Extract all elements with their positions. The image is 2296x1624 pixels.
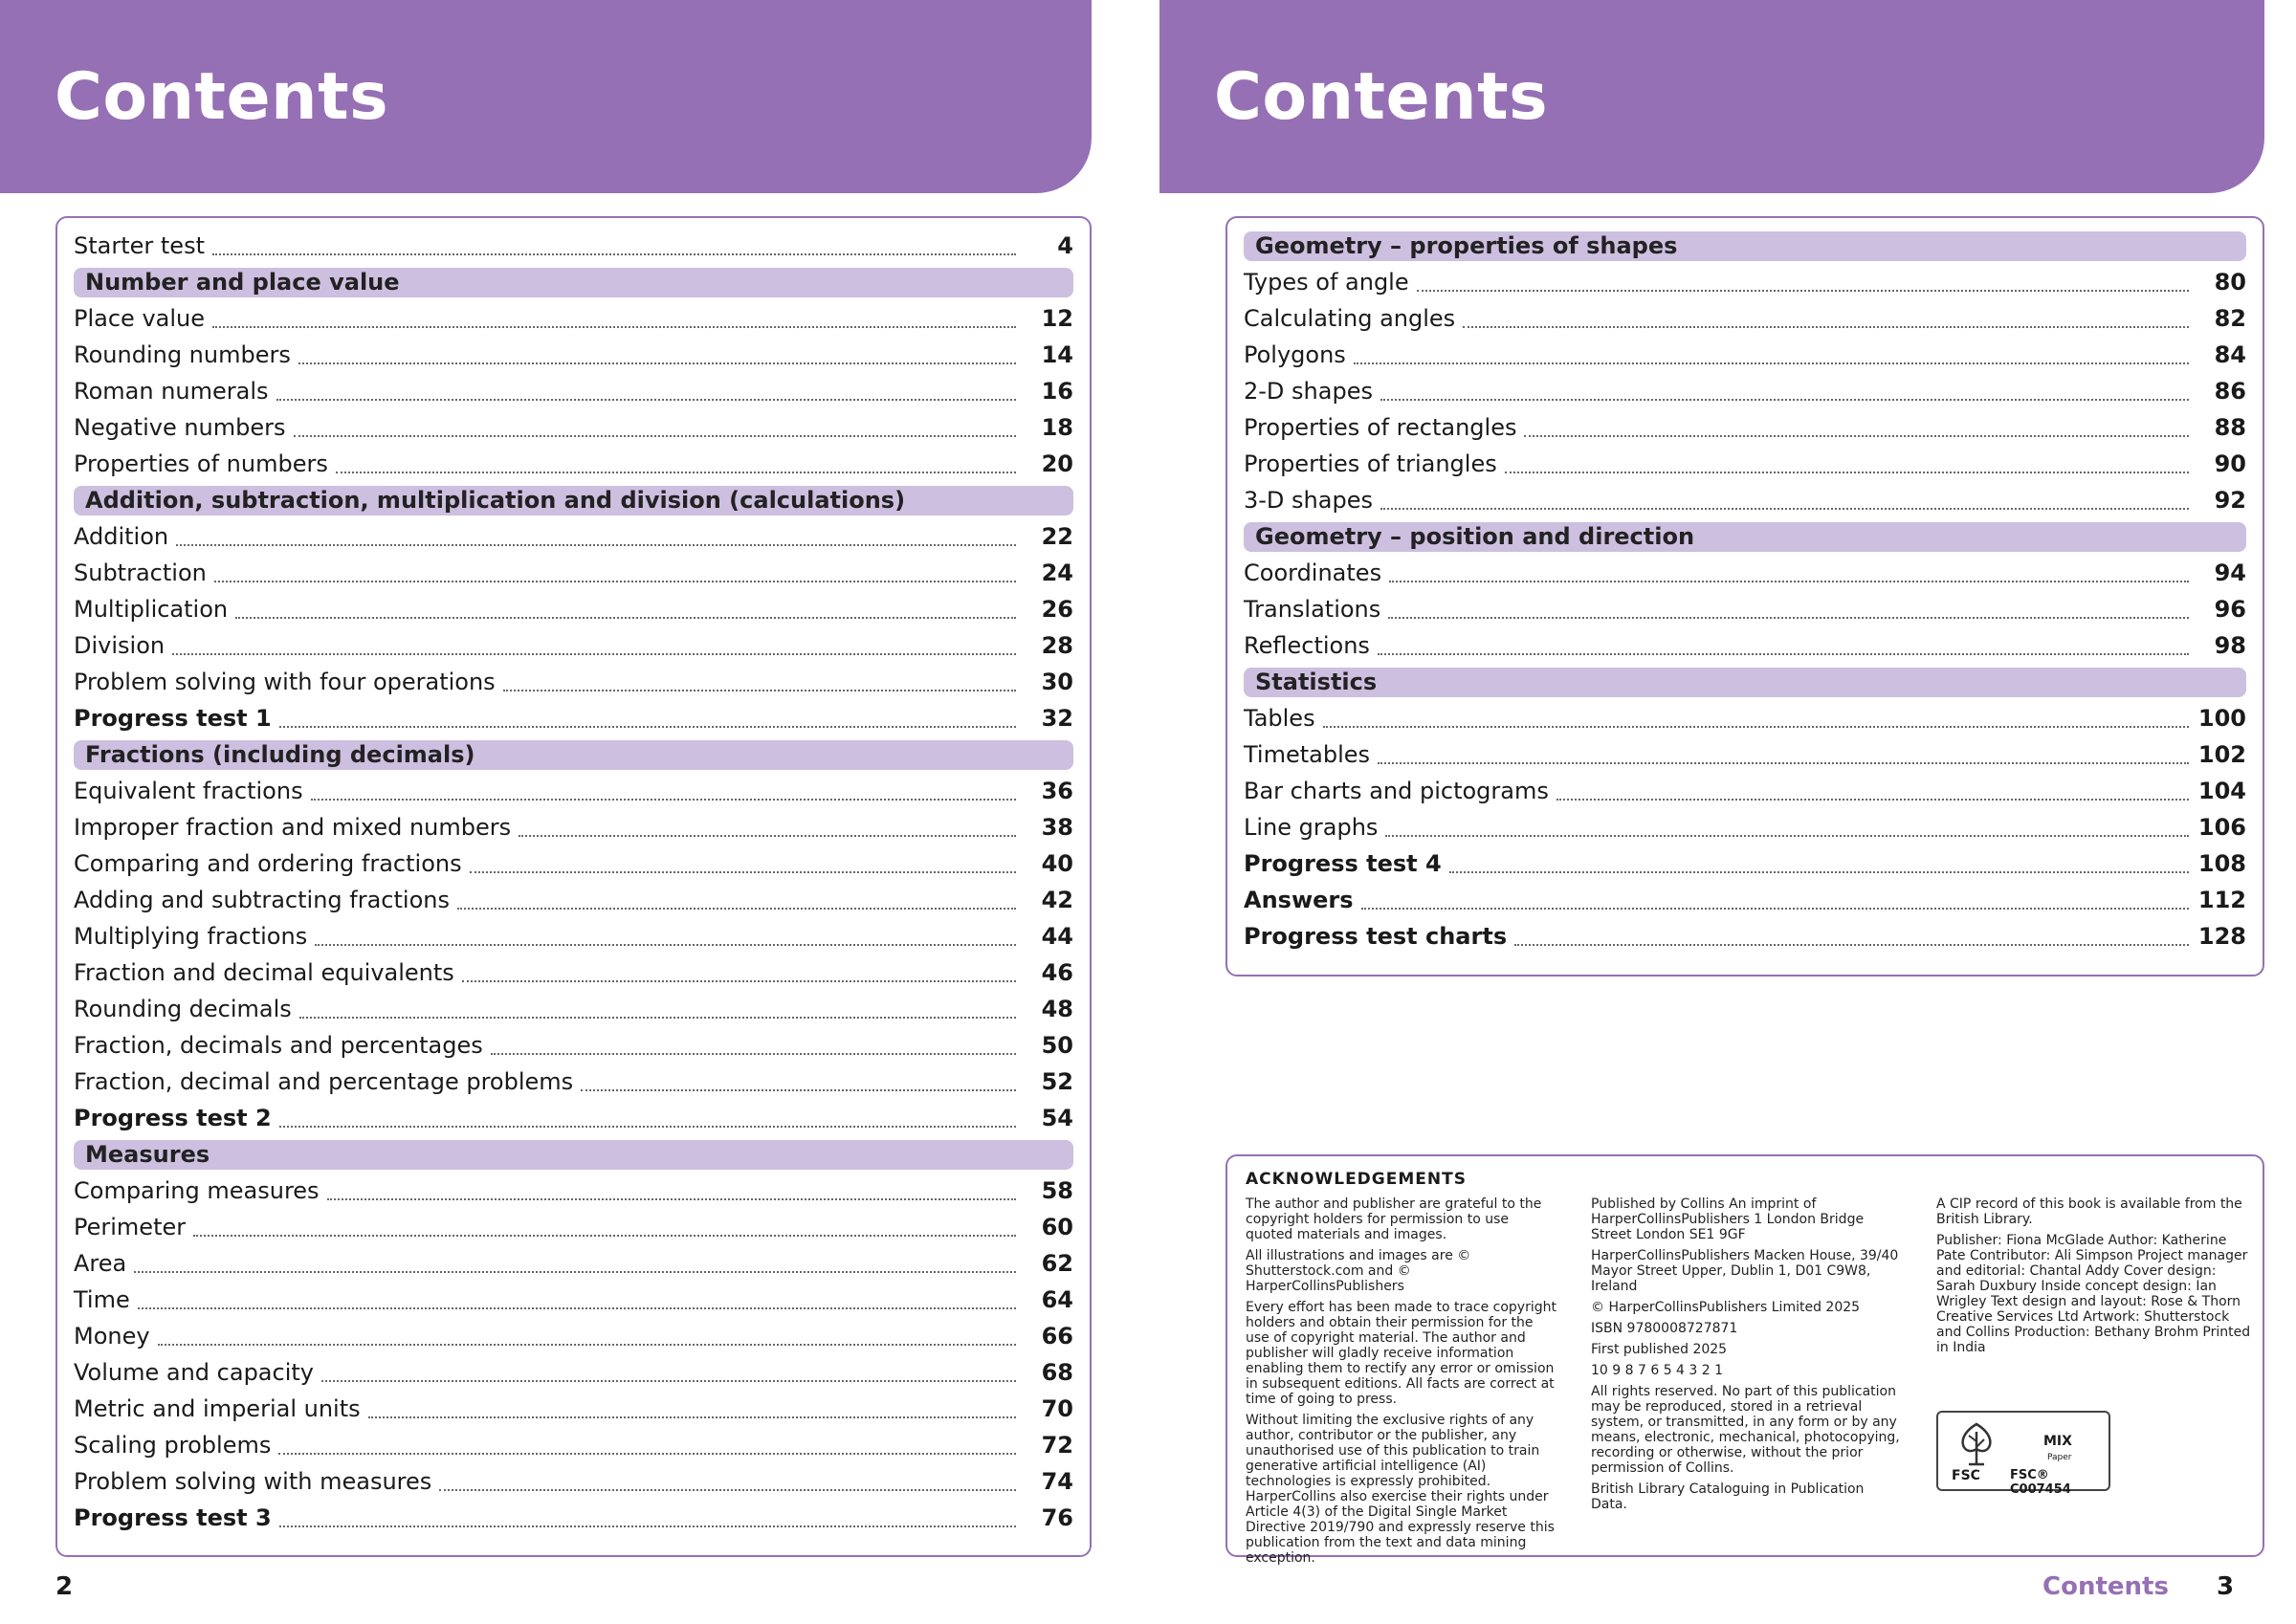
toc-entry-page: 50 (1041, 1032, 1073, 1059)
toc-entry (1244, 409, 2246, 446)
toc-entry-title: 3-D shapes (1244, 487, 1373, 514)
dot-leader (519, 835, 1016, 837)
contents-box-right (1225, 216, 2264, 977)
toc-entry-title: Multiplication (74, 596, 229, 623)
toc-entry-title: Scaling problems (74, 1432, 272, 1459)
toc-entry (74, 446, 1073, 482)
toc-entry-page: 106 (2197, 814, 2246, 841)
toc-entry (74, 627, 1073, 664)
toc-section-title: Measures (74, 1140, 1073, 1170)
toc-entry (1244, 700, 2246, 736)
toc-entry (74, 1427, 1073, 1463)
toc-entry (1244, 627, 2246, 664)
dot-leader (470, 871, 1016, 873)
dot-leader (212, 326, 1016, 328)
ack-paragraph: First published 2025 (1591, 1342, 1728, 1357)
toc-entry-page: 62 (1041, 1250, 1073, 1277)
toc-entry-title: Answers (1244, 887, 1354, 913)
dot-leader (457, 908, 1016, 910)
dot-leader (1354, 362, 2189, 364)
toc-entry-title: Area (74, 1250, 127, 1277)
toc-entry-title: Improper fraction and mixed numbers (74, 814, 512, 841)
toc-entry-title: Coordinates (1244, 560, 1382, 586)
fsc-paper-label: Paper (2047, 1453, 2072, 1462)
toc-entry (74, 555, 1073, 591)
toc-entry (74, 409, 1073, 446)
dot-leader (439, 1489, 1016, 1491)
dot-leader (172, 653, 1016, 655)
dot-leader (1388, 617, 2189, 619)
toc-entry (74, 228, 1073, 264)
toc-entry-page: 32 (1041, 705, 1073, 732)
dot-leader (336, 472, 1016, 473)
toc-entry-title: Addition (74, 523, 169, 550)
toc-entry-title: Bar charts and pictograms (1244, 778, 1549, 804)
toc-entry-title: Multiplying fractions (74, 923, 308, 950)
dot-leader (311, 799, 1016, 801)
toc-entry-title: Comparing and ordering fractions (74, 850, 462, 877)
toc-entry (1244, 845, 2246, 882)
toc-entry (74, 700, 1073, 736)
toc-entry-page: 30 (1041, 669, 1073, 695)
toc-entry-title: Starter test (74, 232, 205, 259)
toc-entry-page: 98 (2214, 632, 2246, 659)
ack-paragraph: Without limiting the exclusive rights of any author, contributor or the publisher, any unauthorised use of this publication to train generative artificial intelligence (AI) technologies is expressly prohibited. HarperCollins also exercise their rights under Article 4(3) of the Digital Single Market Directive 2019/790 and expressly reserve this publication from the text and data mining exception. (1246, 1413, 1555, 1566)
toc-entry-page: 4 (1057, 232, 1073, 259)
page-title-right: Contents (1214, 59, 1549, 135)
acknowledgements-column-1 (1246, 1196, 1556, 1571)
toc-entry-page: 42 (1041, 887, 1073, 913)
toc-entry-page: 22 (1041, 523, 1073, 550)
toc-entry-page: 68 (1041, 1359, 1073, 1386)
toc-entry-page: 58 (1041, 1177, 1073, 1204)
toc-entry (74, 1027, 1073, 1064)
ack-paragraph: Every effort has been made to trace copyright holders and obtain their permission for the use of copyright material. The author and publisher will gladly receive information enabling them to rectify any error or omission in subsequent editions. All facts are correct at time of going to press. (1246, 1300, 1556, 1407)
toc-entry (74, 1391, 1073, 1427)
toc-entry-page: 20 (1041, 450, 1073, 477)
page-number-left: 2 (55, 1572, 74, 1601)
toc-entry-page: 40 (1041, 850, 1073, 877)
dot-leader (1323, 726, 2189, 728)
toc-section-heading (1244, 518, 2246, 555)
dot-leader (1449, 871, 2189, 873)
toc-entry-title: Line graphs (1244, 814, 1379, 841)
dot-leader (1463, 326, 2189, 328)
toc-entry-title: Roman numerals (74, 378, 269, 405)
toc-entry-title: Polygons (1244, 341, 1346, 368)
toc-entry-title: Rounding numbers (74, 341, 291, 368)
toc-entry (1244, 446, 2246, 482)
dot-leader (298, 362, 1016, 364)
dot-leader (158, 1344, 1016, 1346)
toc-entry-page: 88 (2214, 414, 2246, 441)
dot-leader (1514, 944, 2189, 946)
ack-paragraph: Publisher: Fiona McGlade Author: Katherine Pate Contributor: Ali Simpson Project manager and editorial: Chantal Addy Cover design: Sarah Duxbury Inside concept design: Ian Wrigley Text design and layout: Rose & Thorn Creative Services Ltd Artwork: Shutterstock and Collins Production: Bethany Brohm Printed in India (1936, 1233, 2251, 1355)
dot-leader (279, 1126, 1016, 1128)
ack-paragraph: 10 9 8 7 6 5 4 3 2 1 (1591, 1363, 1724, 1378)
toc-entry-page: 82 (2214, 305, 2246, 332)
toc-list-right (1244, 228, 2246, 955)
toc-entry-page: 38 (1041, 814, 1073, 841)
toc-entry-title: Progress test charts (1244, 923, 1508, 950)
toc-entry-title: Fraction, decimal and percentage problems (74, 1068, 574, 1095)
dot-leader (176, 544, 1016, 546)
toc-entry (1244, 918, 2246, 955)
toc-entry (1244, 555, 2246, 591)
dot-leader (1505, 472, 2189, 473)
toc-entry-page: 86 (2214, 378, 2246, 405)
toc-entry (1244, 373, 2246, 409)
toc-entry-page: 18 (1041, 414, 1073, 441)
acknowledgements-column-3 (1936, 1196, 2252, 1361)
toc-section-title: Geometry – properties of shapes (1244, 231, 2246, 261)
dot-leader (1380, 399, 2189, 401)
ack-paragraph: All rights reserved. No part of this publication may be reproduced, stored in a retrieval system, or transmitted, in any form or by any means, electronic, mechanical, photocopying, recording or otherwise, without the prior permission of Collins. (1591, 1384, 1900, 1476)
toc-entry (74, 337, 1073, 373)
toc-entry-title: Perimeter (74, 1214, 187, 1240)
toc-entry-title: Place value (74, 305, 205, 332)
toc-entry-title: Fraction and decimal equivalents (74, 959, 454, 986)
dot-leader (294, 435, 1016, 437)
dot-leader (279, 1525, 1016, 1527)
toc-entry-page: 14 (1041, 341, 1073, 368)
ack-paragraph: Published by Collins An imprint of HarperCollinsPublishers 1 London Bridge Street London SE1 9GF (1591, 1196, 1865, 1242)
toc-entry (1244, 482, 2246, 518)
toc-entry (74, 918, 1073, 955)
acknowledgements-column-2 (1591, 1196, 1902, 1518)
toc-section-heading (74, 264, 1073, 300)
toc-section-heading (74, 482, 1073, 518)
toc-entry (74, 845, 1073, 882)
toc-entry-title: Progress test 1 (74, 705, 272, 732)
toc-entry-page: 52 (1041, 1068, 1073, 1095)
toc-entry-title: Rounding decimals (74, 996, 292, 1022)
toc-entry-page: 108 (2197, 850, 2246, 877)
dot-leader (279, 726, 1016, 728)
dot-leader (299, 1017, 1016, 1019)
dot-leader (276, 399, 1016, 401)
toc-entry-page: 54 (1041, 1105, 1073, 1131)
toc-entry-title: Comparing measures (74, 1177, 320, 1204)
toc-entry-title: Calculating angles (1244, 305, 1456, 332)
toc-entry-title: Metric and imperial units (74, 1395, 361, 1422)
toc-entry-title: Volume and capacity (74, 1359, 314, 1386)
toc-entry-page: 36 (1041, 778, 1073, 804)
toc-entry-page: 70 (1041, 1395, 1073, 1422)
dot-leader (315, 944, 1016, 946)
toc-entry-title: Adding and subtracting fractions (74, 887, 450, 913)
toc-entry-page: 104 (2197, 778, 2246, 804)
toc-entry-page: 12 (1041, 305, 1073, 332)
toc-entry (74, 373, 1073, 409)
toc-entry-title: Problem solving with four operations (74, 669, 496, 695)
dot-leader (1524, 435, 2189, 437)
fsc-tree-icon (1950, 1420, 2003, 1470)
toc-entry (1244, 300, 2246, 337)
dot-leader (462, 980, 1016, 982)
toc-section-title: Fractions (including decimals) (74, 740, 1073, 770)
toc-entry-page: 72 (1041, 1432, 1073, 1459)
toc-section-title: Geometry – position and direction (1244, 522, 2246, 552)
toc-entry-page: 48 (1041, 996, 1073, 1022)
toc-entry-title: Progress test 3 (74, 1504, 272, 1531)
dot-leader (503, 690, 1016, 691)
toc-entry (74, 1209, 1073, 1245)
dot-leader (1389, 581, 2189, 582)
footer-section-label: Contents (2042, 1572, 2169, 1601)
dot-leader (368, 1416, 1016, 1418)
toc-entry (74, 664, 1073, 700)
toc-entry-page: 92 (2214, 487, 2246, 514)
toc-entry-page: 84 (2214, 341, 2246, 368)
toc-section-title: Statistics (1244, 668, 2246, 697)
toc-entry-title: Progress test 2 (74, 1105, 272, 1131)
dot-leader (1417, 290, 2189, 292)
toc-entry-title: Division (74, 632, 166, 659)
toc-entry (1244, 591, 2246, 627)
toc-entry (74, 1354, 1073, 1391)
toc-list-left (74, 228, 1073, 1536)
toc-entry (1244, 773, 2246, 809)
fsc-logo (1936, 1411, 2110, 1497)
toc-entry-title: Negative numbers (74, 414, 286, 441)
dot-leader (1361, 908, 2189, 910)
dot-leader (134, 1271, 1016, 1273)
fsc-mix-label: MIX (2043, 1434, 2072, 1449)
toc-entry-title: Subtraction (74, 560, 207, 586)
header-banner-left (0, 0, 1092, 193)
toc-entry-title: Problem solving with measures (74, 1468, 432, 1495)
toc-entry (1244, 736, 2246, 773)
ack-paragraph: All illustrations and images are © Shutterstock.com and © HarperCollinsPublishers (1246, 1248, 1471, 1294)
toc-entry-title: Time (74, 1286, 130, 1313)
acknowledgements-heading: ACKNOWLEDGEMENTS (1246, 1170, 1467, 1189)
dot-leader (138, 1307, 1016, 1309)
toc-entry (74, 300, 1073, 337)
toc-entry-title: Properties of rectangles (1244, 414, 1517, 441)
dot-leader (278, 1453, 1016, 1455)
toc-section-title: Number and place value (74, 268, 1073, 297)
dot-leader (1556, 799, 2189, 801)
toc-entry-title: Properties of triangles (1244, 450, 1497, 477)
toc-section-title: Addition, subtraction, multiplication and division (calculations) (74, 486, 1073, 516)
toc-entry-page: 80 (2214, 269, 2246, 296)
toc-entry (74, 991, 1073, 1027)
ack-paragraph: A CIP record of this book is available from the British Library. (1936, 1196, 2242, 1227)
dot-leader (1380, 508, 2189, 510)
dot-leader (212, 253, 1016, 255)
toc-entry-page: 46 (1041, 959, 1073, 986)
toc-entry (74, 809, 1073, 845)
toc-entry-title: Fraction, decimals and percentages (74, 1032, 483, 1059)
toc-entry (74, 1282, 1073, 1318)
dot-leader (1378, 762, 2189, 764)
toc-entry (74, 1100, 1073, 1136)
toc-entry (74, 1245, 1073, 1282)
ack-paragraph: British Library Cataloguing in Publication Data. (1591, 1481, 1865, 1512)
toc-entry (74, 1173, 1073, 1209)
dot-leader (235, 617, 1016, 619)
toc-entry-title: 2-D shapes (1244, 378, 1373, 405)
toc-section-heading (74, 736, 1073, 773)
toc-entry (74, 518, 1073, 555)
toc-entry-page: 74 (1041, 1468, 1073, 1495)
toc-entry (74, 591, 1073, 627)
toc-entry (1244, 809, 2246, 845)
toc-entry-page: 128 (2197, 923, 2246, 950)
toc-entry-page: 64 (1041, 1286, 1073, 1313)
toc-entry (1244, 337, 2246, 373)
toc-entry-title: Reflections (1244, 632, 1370, 659)
toc-entry-page: 112 (2197, 887, 2246, 913)
page-title-left: Contents (55, 59, 389, 135)
toc-entry-title: Money (74, 1323, 150, 1350)
ack-paragraph: ISBN 9780008727871 (1591, 1321, 1738, 1336)
ack-paragraph: The author and publisher are grateful to the copyright holders for permission to use quoted materials and images. (1246, 1196, 1542, 1242)
dot-leader (581, 1089, 1016, 1091)
toc-entry-title: Translations (1244, 596, 1381, 623)
fsc-code: FSC® C007454 (2010, 1468, 2071, 1497)
dot-leader (214, 581, 1016, 582)
toc-section-heading (1244, 228, 2246, 264)
page-number-right: 3 (2217, 1572, 2235, 1601)
ack-paragraph: © HarperCollinsPublishers Limited 2025 (1591, 1300, 1861, 1315)
toc-entry (1244, 882, 2246, 918)
toc-entry-title: Progress test 4 (1244, 850, 1442, 877)
toc-entry-page: 66 (1041, 1323, 1073, 1350)
contents-box-left (55, 216, 1092, 1557)
toc-entry-page: 24 (1041, 560, 1073, 586)
toc-entry-title: Properties of numbers (74, 450, 328, 477)
dot-leader (1378, 653, 2189, 655)
toc-entry (74, 1463, 1073, 1500)
dot-leader (491, 1053, 1016, 1055)
fsc-label: FSC (1952, 1468, 1980, 1483)
toc-entry (1244, 264, 2246, 300)
dot-leader (321, 1380, 1016, 1382)
toc-entry-page: 28 (1041, 632, 1073, 659)
toc-entry (74, 1500, 1073, 1536)
toc-entry-page: 26 (1041, 596, 1073, 623)
acknowledgements-box (1225, 1154, 2264, 1566)
toc-entry-page: 44 (1041, 923, 1073, 950)
dot-leader (327, 1198, 1016, 1200)
toc-entry-title: Equivalent fractions (74, 778, 303, 804)
toc-entry (74, 955, 1073, 991)
toc-entry-page: 90 (2214, 450, 2246, 477)
toc-entry (74, 1318, 1073, 1354)
toc-entry-page: 16 (1041, 378, 1073, 405)
dot-leader (193, 1235, 1016, 1237)
toc-entry (74, 882, 1073, 918)
toc-entry-page: 94 (2214, 560, 2246, 586)
toc-section-heading (74, 1136, 1073, 1173)
toc-entry-title: Types of angle (1244, 269, 1409, 296)
header-banner-right (1159, 0, 2264, 193)
toc-entry-page: 96 (2214, 596, 2246, 623)
toc-entry-title: Tables (1244, 705, 1315, 732)
toc-entry (74, 773, 1073, 809)
toc-section-heading (1244, 664, 2246, 700)
dot-leader (1385, 835, 2189, 837)
toc-entry-page: 76 (1041, 1504, 1073, 1531)
ack-paragraph: HarperCollinsPublishers Macken House, 39/40 Mayor Street Upper, Dublin 1, D01 C9W8, Ireland (1591, 1248, 1899, 1294)
toc-entry (74, 1064, 1073, 1100)
toc-entry-page: 102 (2197, 741, 2246, 768)
toc-entry-title: Timetables (1244, 741, 1371, 768)
toc-entry-page: 60 (1041, 1214, 1073, 1240)
toc-entry-page: 100 (2197, 705, 2246, 732)
